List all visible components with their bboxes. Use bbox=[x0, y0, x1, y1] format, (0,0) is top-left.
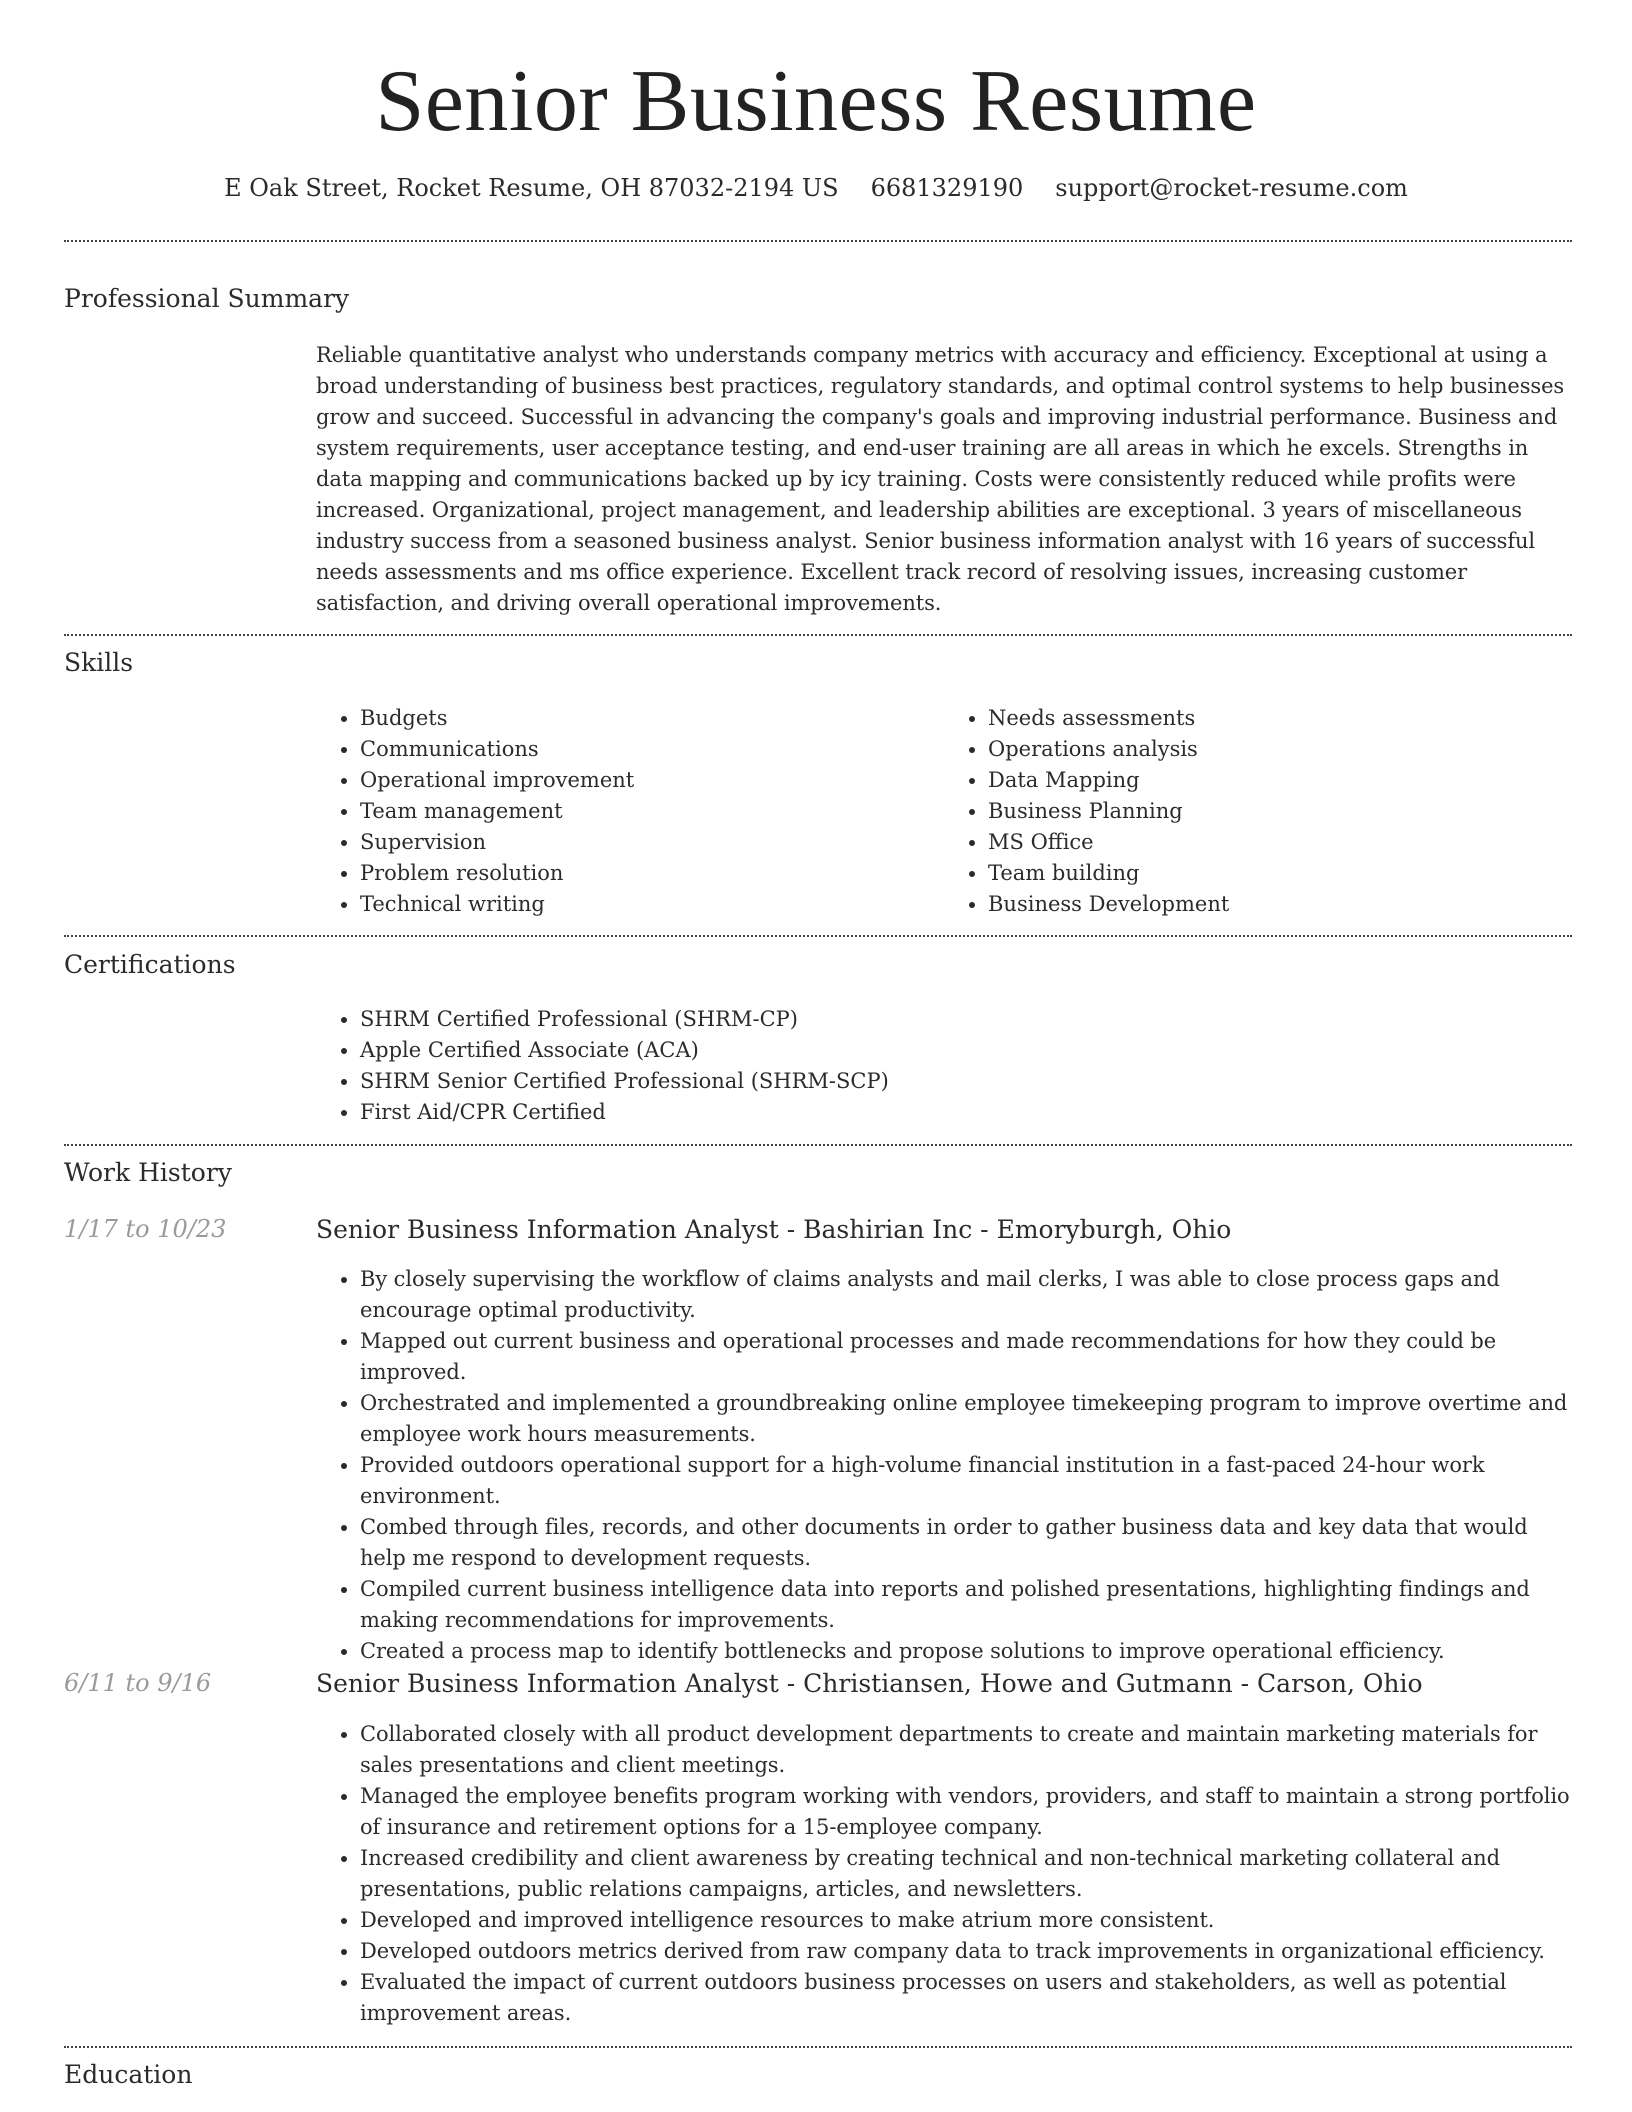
skill-item: • Technical writing bbox=[360, 889, 944, 920]
skill-item: • Needs assessments bbox=[988, 703, 1572, 734]
certification-item: • Apple Certified Associate (ACA) bbox=[360, 1035, 1572, 1066]
certifications-section bbox=[316, 1004, 1572, 1128]
skill-item: • MS Office bbox=[988, 827, 1572, 858]
section-divider bbox=[64, 2046, 1572, 2048]
skill-item: • Team management bbox=[360, 796, 944, 827]
job-bullet: • Evaluated the impact of current outdoors business processes on users and stakeholders, as well as potential improvement areas. bbox=[360, 1967, 1572, 2029]
work-history-heading: Work History bbox=[64, 1158, 232, 1187]
summary-heading: Professional Summary bbox=[64, 284, 350, 313]
certification-item: • SHRM Certified Professional (SHRM-CP) bbox=[360, 1004, 1572, 1035]
section-divider bbox=[64, 935, 1572, 937]
certifications-heading: Certifications bbox=[64, 950, 236, 979]
contact-line bbox=[0, 174, 1632, 202]
job-bullet: • By closely supervising the workflow of claims analysts and mail clerks, I was able to close process gaps and encourage optimal productivity. bbox=[360, 1264, 1572, 1326]
skill-item: • Supervision bbox=[360, 827, 944, 858]
certification-item: • SHRM Senior Certified Professional (SHRM-SCP) bbox=[360, 1066, 1572, 1097]
job-bullet: • Developed outdoors metrics derived from raw company data to track improvements in organizational efficiency. bbox=[360, 1936, 1572, 1967]
section-divider bbox=[64, 1144, 1572, 1146]
job-bullet: • Provided outdoors operational support for a high-volume financial institution in a fast-paced 24-hour work environment. bbox=[360, 1450, 1572, 1512]
resume-header bbox=[0, 0, 1632, 202]
job-bullet: • Combed through files, records, and other documents in order to gather business data and key data that would help me respond to development requests. bbox=[360, 1512, 1572, 1574]
certifications-list bbox=[316, 1004, 1572, 1128]
job-bullet: • Mapped out current business and operational processes and made recommendations for how they could be improved. bbox=[360, 1326, 1572, 1388]
summary-section bbox=[316, 340, 1572, 619]
summary-text: Reliable quantitative analyst who understands company metrics with accuracy and efficiency. Exceptional at using a broad understanding of business best practices, regulatory standards, and optimal control systems to help businesses grow and succeed. Successful in advancing the company's goals and improving industrial performance. Business and system requirements, user acceptance testing, and end-user training are all areas in which he excels. Strengths in data mapping and communications backed up by icy training. Costs were consistently reduced while profits were increased. Organizational, project management, and leadership abilities are exceptional. 3 years of miscellaneous industry success from a seasoned business analyst. Senior business information analyst with 16 years of successful needs assessments and ms office experience. Excellent track record of resolving issues, increasing customer satisfaction, and driving overall operational improvements. bbox=[316, 343, 1565, 615]
skills-list-right bbox=[944, 703, 1572, 920]
skill-item: • Operational improvement bbox=[360, 765, 944, 796]
skill-item: • Team building bbox=[988, 858, 1572, 889]
job-bullet: • Managed the employee benefits program working with vendors, providers, and staff to maintain a strong portfolio of insurance and retirement options for a 15-employee company. bbox=[360, 1781, 1572, 1843]
section-divider bbox=[64, 240, 1572, 242]
job-bullets bbox=[316, 1719, 1572, 2029]
job-bullet-list bbox=[316, 1719, 1572, 2029]
skills-heading: Skills bbox=[64, 648, 134, 677]
job-bullet: • Developed and improved intelligence resources to make atrium more consistent. bbox=[360, 1905, 1572, 1936]
resume-name: Senior Business Resume bbox=[375, 53, 1257, 150]
education-heading: Education bbox=[64, 2060, 193, 2089]
skill-item: • Problem resolution bbox=[360, 858, 944, 889]
skills-list-left bbox=[316, 703, 944, 920]
skills-section bbox=[316, 703, 1572, 920]
contact-email: support@rocket-resume.com bbox=[1055, 174, 1408, 202]
contact-phone: 6681329190 bbox=[870, 174, 1024, 202]
job-bullet: • Compiled current business intelligence data into reports and polished presentations, highlighting findings and making recommendations for improvements. bbox=[360, 1574, 1572, 1636]
job-title: Senior Business Information Analyst - Christiansen, Howe and Gutmann - Carson, Ohio bbox=[316, 1669, 1423, 1698]
skill-item: • Business Development bbox=[988, 889, 1572, 920]
skill-item: • Business Planning bbox=[988, 796, 1572, 827]
certification-item: • First Aid/CPR Certified bbox=[360, 1097, 1572, 1128]
job-dates: 6/11 to 9/16 bbox=[64, 1669, 212, 1697]
skill-item: • Data Mapping bbox=[988, 765, 1572, 796]
job-bullet-list bbox=[316, 1264, 1572, 1667]
job-bullets bbox=[316, 1264, 1572, 1667]
job-dates: 1/17 to 10/23 bbox=[64, 1215, 227, 1243]
skill-item: • Operations analysis bbox=[988, 734, 1572, 765]
job-bullet: • Increased credibility and client awareness by creating technical and non-technical marketing collateral and presentations, public relations campaigns, articles, and newsletters. bbox=[360, 1843, 1572, 1905]
contact-address: E Oak Street, Rocket Resume, OH 87032-2194 US bbox=[224, 174, 839, 202]
job-title: Senior Business Information Analyst - Bashirian Inc - Emoryburgh, Ohio bbox=[316, 1215, 1232, 1244]
skill-item: • Budgets bbox=[360, 703, 944, 734]
job-bullet: • Collaborated closely with all product development departments to create and maintain marketing materials for sales presentations and client meetings. bbox=[360, 1719, 1572, 1781]
skill-item: • Communications bbox=[360, 734, 944, 765]
job-bullet: • Orchestrated and implemented a groundbreaking online employee timekeeping program to improve overtime and employee work hours measurements. bbox=[360, 1388, 1572, 1450]
section-divider bbox=[64, 634, 1572, 636]
job-bullet: • Created a process map to identify bottlenecks and propose solutions to improve operational efficiency. bbox=[360, 1636, 1572, 1667]
